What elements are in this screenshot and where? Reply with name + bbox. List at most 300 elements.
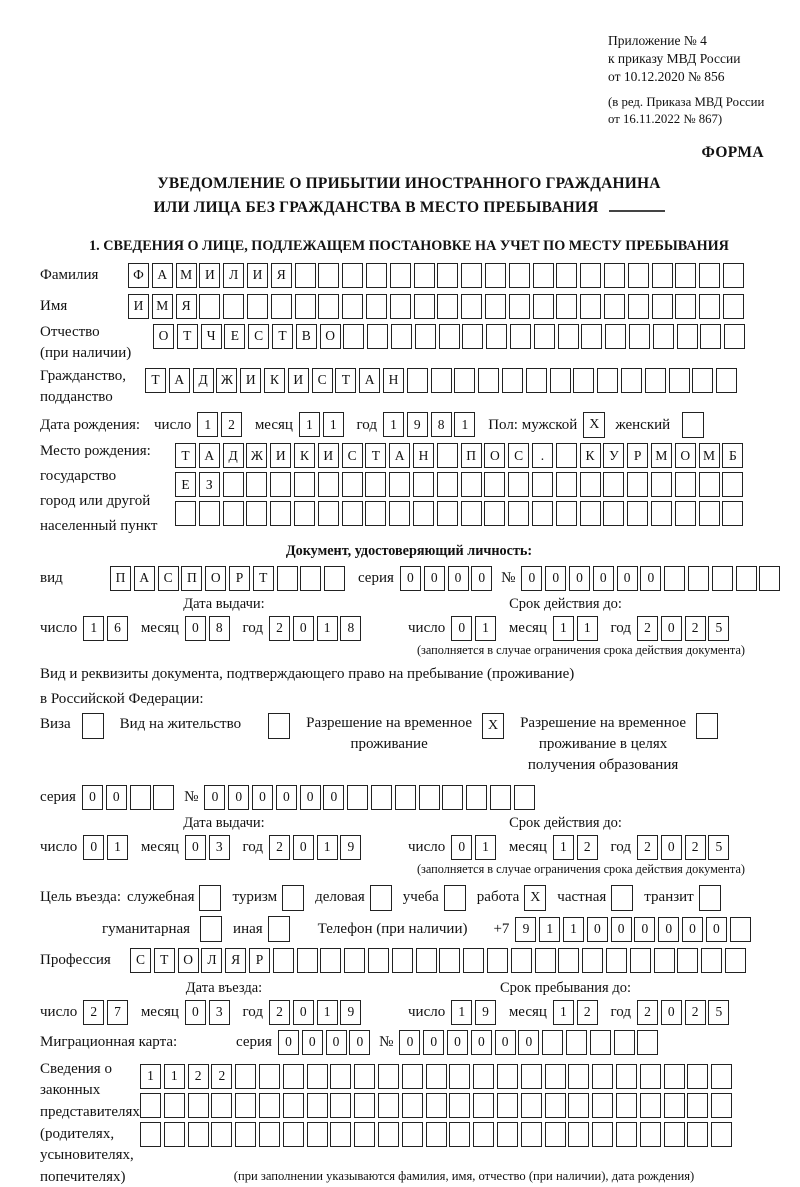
char-cell[interactable]: Р: [627, 443, 648, 468]
char-cell[interactable]: 0: [521, 566, 542, 591]
char-cell[interactable]: [367, 324, 388, 349]
char-cell[interactable]: [283, 1064, 304, 1089]
char-cell[interactable]: [573, 368, 594, 393]
char-cell[interactable]: 0: [518, 1030, 539, 1055]
char-cell[interactable]: [580, 263, 601, 288]
char-cell[interactable]: [414, 294, 435, 319]
char-cell[interactable]: 0: [293, 616, 314, 641]
char-cell[interactable]: [342, 472, 363, 497]
char-cell[interactable]: [270, 472, 291, 497]
checkbox-purpose-work[interactable]: X: [524, 885, 546, 911]
char-cell[interactable]: [414, 263, 435, 288]
char-cell[interactable]: [371, 785, 392, 810]
char-cell[interactable]: 0: [661, 1000, 682, 1025]
char-cell[interactable]: [449, 1064, 470, 1089]
char-cell[interactable]: 0: [634, 917, 655, 942]
char-cell[interactable]: Я: [271, 263, 292, 288]
char-cell[interactable]: И: [270, 443, 291, 468]
char-cell[interactable]: 8: [209, 616, 230, 641]
char-cell[interactable]: [730, 917, 751, 942]
char-cell[interactable]: 9: [340, 1000, 361, 1025]
char-cell[interactable]: [449, 1122, 470, 1147]
checkbox-residence-permit[interactable]: [268, 713, 290, 739]
char-cell[interactable]: [307, 1093, 328, 1118]
char-cell[interactable]: [651, 472, 672, 497]
char-cell[interactable]: [581, 324, 602, 349]
char-cell[interactable]: К: [264, 368, 285, 393]
char-cell[interactable]: Р: [249, 948, 270, 973]
char-cell[interactable]: [130, 785, 151, 810]
char-cell[interactable]: [628, 263, 649, 288]
char-cell[interactable]: [461, 263, 482, 288]
char-cell[interactable]: [521, 1122, 542, 1147]
char-cell[interactable]: [510, 324, 531, 349]
char-cell[interactable]: Ж: [216, 368, 237, 393]
char-cell[interactable]: Т: [253, 566, 274, 591]
char-cell[interactable]: 1: [383, 412, 404, 437]
char-cell[interactable]: 2: [685, 835, 706, 860]
char-cell[interactable]: 0: [661, 616, 682, 641]
char-cell[interactable]: [490, 785, 511, 810]
char-cell[interactable]: 1: [553, 835, 574, 860]
char-cell[interactable]: [533, 263, 554, 288]
char-cell[interactable]: [283, 1122, 304, 1147]
char-cell[interactable]: 1: [107, 835, 128, 860]
char-cell[interactable]: [692, 368, 713, 393]
char-cell[interactable]: [442, 785, 463, 810]
char-cell[interactable]: [235, 1064, 256, 1089]
char-cell[interactable]: [630, 948, 651, 973]
char-cell[interactable]: [259, 1093, 280, 1118]
char-cell[interactable]: [651, 501, 672, 526]
char-cell[interactable]: [437, 263, 458, 288]
char-cell[interactable]: [712, 566, 733, 591]
char-cell[interactable]: 0: [424, 566, 445, 591]
char-cell[interactable]: 1: [454, 412, 475, 437]
char-cell[interactable]: [558, 324, 579, 349]
char-cell[interactable]: [426, 1064, 447, 1089]
char-cell[interactable]: 2: [685, 616, 706, 641]
char-cell[interactable]: [402, 1122, 423, 1147]
char-cell[interactable]: [711, 1093, 732, 1118]
char-cell[interactable]: [223, 472, 244, 497]
char-cell[interactable]: 2: [637, 835, 658, 860]
char-cell[interactable]: 1: [164, 1064, 185, 1089]
checkbox-purpose-business[interactable]: [370, 885, 392, 911]
char-cell[interactable]: [354, 1064, 375, 1089]
char-cell[interactable]: [497, 1093, 518, 1118]
char-cell[interactable]: [640, 1122, 661, 1147]
char-cell[interactable]: [354, 1122, 375, 1147]
char-cell[interactable]: [437, 443, 458, 468]
char-cell[interactable]: [270, 501, 291, 526]
char-cell[interactable]: И: [247, 263, 268, 288]
char-cell[interactable]: [568, 1122, 589, 1147]
char-cell[interactable]: 1: [553, 616, 574, 641]
char-cell[interactable]: [502, 368, 523, 393]
char-cell[interactable]: И: [240, 368, 261, 393]
char-cell[interactable]: [449, 1093, 470, 1118]
char-cell[interactable]: А: [134, 566, 155, 591]
char-cell[interactable]: 0: [545, 566, 566, 591]
char-cell[interactable]: [628, 294, 649, 319]
char-cell[interactable]: 1: [317, 616, 338, 641]
char-cell[interactable]: А: [359, 368, 380, 393]
char-cell[interactable]: 0: [611, 917, 632, 942]
char-cell[interactable]: [318, 472, 339, 497]
char-cell[interactable]: С: [158, 566, 179, 591]
char-cell[interactable]: [486, 324, 507, 349]
char-cell[interactable]: [545, 1093, 566, 1118]
char-cell[interactable]: [487, 948, 508, 973]
char-cell[interactable]: 2: [221, 412, 242, 437]
char-cell[interactable]: 1: [475, 835, 496, 860]
char-cell[interactable]: 0: [400, 566, 421, 591]
char-cell[interactable]: [294, 472, 315, 497]
char-cell[interactable]: [723, 263, 744, 288]
char-cell[interactable]: К: [294, 443, 315, 468]
char-cell[interactable]: М: [651, 443, 672, 468]
char-cell[interactable]: [723, 294, 744, 319]
char-cell[interactable]: [621, 368, 642, 393]
char-cell[interactable]: [473, 1122, 494, 1147]
char-cell[interactable]: Т: [177, 324, 198, 349]
char-cell[interactable]: 0: [587, 917, 608, 942]
char-cell[interactable]: [645, 368, 666, 393]
char-cell[interactable]: Т: [145, 368, 166, 393]
checkbox-male[interactable]: X: [583, 412, 605, 438]
char-cell[interactable]: [300, 566, 321, 591]
char-cell[interactable]: [419, 785, 440, 810]
char-cell[interactable]: [164, 1093, 185, 1118]
char-cell[interactable]: [627, 472, 648, 497]
char-cell[interactable]: [725, 948, 746, 973]
char-cell[interactable]: 1: [475, 616, 496, 641]
char-cell[interactable]: Т: [365, 443, 386, 468]
char-cell[interactable]: 2: [188, 1064, 209, 1089]
char-cell[interactable]: [604, 294, 625, 319]
char-cell[interactable]: Т: [335, 368, 356, 393]
char-cell[interactable]: 0: [471, 1030, 492, 1055]
char-cell[interactable]: [318, 501, 339, 526]
char-cell[interactable]: [508, 501, 529, 526]
char-cell[interactable]: Б: [722, 443, 743, 468]
char-cell[interactable]: [390, 263, 411, 288]
char-cell[interactable]: 1: [299, 412, 320, 437]
char-cell[interactable]: [259, 1122, 280, 1147]
char-cell[interactable]: [389, 472, 410, 497]
char-cell[interactable]: [199, 501, 220, 526]
char-cell[interactable]: [413, 472, 434, 497]
char-cell[interactable]: [246, 472, 267, 497]
char-cell[interactable]: [462, 324, 483, 349]
char-cell[interactable]: [366, 263, 387, 288]
char-cell[interactable]: [687, 1093, 708, 1118]
char-cell[interactable]: [545, 1064, 566, 1089]
char-cell[interactable]: [378, 1122, 399, 1147]
char-cell[interactable]: 5: [708, 835, 729, 860]
char-cell[interactable]: П: [110, 566, 131, 591]
char-cell[interactable]: 0: [252, 785, 273, 810]
char-cell[interactable]: [437, 472, 458, 497]
char-cell[interactable]: 2: [577, 835, 598, 860]
char-cell[interactable]: [485, 294, 506, 319]
char-cell[interactable]: [616, 1122, 637, 1147]
char-cell[interactable]: 8: [431, 412, 452, 437]
char-cell[interactable]: [532, 501, 553, 526]
char-cell[interactable]: [550, 368, 571, 393]
char-cell[interactable]: С: [342, 443, 363, 468]
char-cell[interactable]: [514, 785, 535, 810]
char-cell[interactable]: Н: [383, 368, 404, 393]
char-cell[interactable]: [664, 1064, 685, 1089]
char-cell[interactable]: [211, 1122, 232, 1147]
char-cell[interactable]: [542, 1030, 563, 1055]
char-cell[interactable]: [675, 472, 696, 497]
char-cell[interactable]: [426, 1093, 447, 1118]
char-cell[interactable]: [395, 785, 416, 810]
char-cell[interactable]: 0: [82, 785, 103, 810]
char-cell[interactable]: А: [152, 263, 173, 288]
char-cell[interactable]: З: [199, 472, 220, 497]
char-cell[interactable]: [699, 472, 720, 497]
char-cell[interactable]: О: [205, 566, 226, 591]
char-cell[interactable]: [699, 263, 720, 288]
char-cell[interactable]: [347, 785, 368, 810]
char-cell[interactable]: [330, 1122, 351, 1147]
char-cell[interactable]: [701, 948, 722, 973]
char-cell[interactable]: Я: [176, 294, 197, 319]
char-cell[interactable]: [568, 1093, 589, 1118]
char-cell[interactable]: С: [312, 368, 333, 393]
char-cell[interactable]: 3: [209, 835, 230, 860]
char-cell[interactable]: [580, 501, 601, 526]
char-cell[interactable]: 1: [577, 616, 598, 641]
char-cell[interactable]: [484, 472, 505, 497]
char-cell[interactable]: [378, 1064, 399, 1089]
char-cell[interactable]: 1: [451, 1000, 472, 1025]
char-cell[interactable]: 1: [553, 1000, 574, 1025]
char-cell[interactable]: [164, 1122, 185, 1147]
char-cell[interactable]: 0: [83, 835, 104, 860]
char-cell[interactable]: [687, 1064, 708, 1089]
char-cell[interactable]: Р: [229, 566, 250, 591]
char-cell[interactable]: [736, 566, 757, 591]
checkbox-purpose-other[interactable]: [268, 916, 290, 942]
char-cell[interactable]: [342, 263, 363, 288]
char-cell[interactable]: 0: [399, 1030, 420, 1055]
char-cell[interactable]: [473, 1093, 494, 1118]
char-cell[interactable]: 0: [349, 1030, 370, 1055]
char-cell[interactable]: 2: [637, 1000, 658, 1025]
char-cell[interactable]: [580, 472, 601, 497]
char-cell[interactable]: К: [580, 443, 601, 468]
char-cell[interactable]: [509, 263, 530, 288]
char-cell[interactable]: [463, 948, 484, 973]
char-cell[interactable]: 1: [197, 412, 218, 437]
char-cell[interactable]: 0: [300, 785, 321, 810]
char-cell[interactable]: 9: [515, 917, 536, 942]
char-cell[interactable]: [604, 263, 625, 288]
char-cell[interactable]: 3: [209, 1000, 230, 1025]
char-cell[interactable]: [652, 263, 673, 288]
char-cell[interactable]: 0: [106, 785, 127, 810]
char-cell[interactable]: [295, 263, 316, 288]
char-cell[interactable]: 0: [471, 566, 492, 591]
char-cell[interactable]: [687, 1122, 708, 1147]
char-cell[interactable]: [664, 1093, 685, 1118]
char-cell[interactable]: [365, 472, 386, 497]
char-cell[interactable]: И: [288, 368, 309, 393]
char-cell[interactable]: [407, 368, 428, 393]
char-cell[interactable]: [283, 1093, 304, 1118]
char-cell[interactable]: [605, 324, 626, 349]
char-cell[interactable]: [466, 785, 487, 810]
char-cell[interactable]: [246, 501, 267, 526]
char-cell[interactable]: М: [176, 263, 197, 288]
char-cell[interactable]: О: [178, 948, 199, 973]
char-cell[interactable]: [521, 1064, 542, 1089]
char-cell[interactable]: С: [248, 324, 269, 349]
char-cell[interactable]: [603, 501, 624, 526]
char-cell[interactable]: [716, 368, 737, 393]
char-cell[interactable]: Ф: [128, 263, 149, 288]
char-cell[interactable]: [722, 501, 743, 526]
char-cell[interactable]: [533, 294, 554, 319]
char-cell[interactable]: [342, 294, 363, 319]
char-cell[interactable]: [711, 1122, 732, 1147]
char-cell[interactable]: [497, 1122, 518, 1147]
char-cell[interactable]: 0: [447, 1030, 468, 1055]
char-cell[interactable]: 2: [685, 1000, 706, 1025]
char-cell[interactable]: 7: [107, 1000, 128, 1025]
char-cell[interactable]: 0: [276, 785, 297, 810]
char-cell[interactable]: [366, 294, 387, 319]
char-cell[interactable]: [343, 324, 364, 349]
char-cell[interactable]: [294, 501, 315, 526]
char-cell[interactable]: [478, 368, 499, 393]
checkbox-temporary-residence-education[interactable]: [696, 713, 718, 739]
char-cell[interactable]: [342, 501, 363, 526]
char-cell[interactable]: 9: [475, 1000, 496, 1025]
char-cell[interactable]: О: [320, 324, 341, 349]
char-cell[interactable]: 0: [228, 785, 249, 810]
char-cell[interactable]: 9: [407, 412, 428, 437]
char-cell[interactable]: Д: [223, 443, 244, 468]
char-cell[interactable]: И: [128, 294, 149, 319]
char-cell[interactable]: [675, 294, 696, 319]
char-cell[interactable]: [277, 566, 298, 591]
char-cell[interactable]: Д: [193, 368, 214, 393]
char-cell[interactable]: П: [181, 566, 202, 591]
char-cell[interactable]: 0: [569, 566, 590, 591]
char-cell[interactable]: 5: [708, 1000, 729, 1025]
char-cell[interactable]: [580, 294, 601, 319]
char-cell[interactable]: [223, 294, 244, 319]
char-cell[interactable]: [614, 1030, 635, 1055]
char-cell[interactable]: [437, 294, 458, 319]
char-cell[interactable]: [426, 1122, 447, 1147]
char-cell[interactable]: 1: [323, 412, 344, 437]
char-cell[interactable]: 2: [83, 1000, 104, 1025]
char-cell[interactable]: Я: [225, 948, 246, 973]
char-cell[interactable]: [211, 1093, 232, 1118]
char-cell[interactable]: [535, 948, 556, 973]
char-cell[interactable]: [699, 501, 720, 526]
char-cell[interactable]: Л: [201, 948, 222, 973]
char-cell[interactable]: [526, 368, 547, 393]
char-cell[interactable]: [653, 324, 674, 349]
char-cell[interactable]: 1: [140, 1064, 161, 1089]
char-cell[interactable]: М: [152, 294, 173, 319]
char-cell[interactable]: [616, 1093, 637, 1118]
char-cell[interactable]: [318, 294, 339, 319]
char-cell[interactable]: [153, 785, 174, 810]
char-cell[interactable]: 0: [451, 835, 472, 860]
char-cell[interactable]: 0: [302, 1030, 323, 1055]
char-cell[interactable]: 0: [706, 917, 727, 942]
char-cell[interactable]: Т: [175, 443, 196, 468]
char-cell[interactable]: [640, 1093, 661, 1118]
char-cell[interactable]: [415, 324, 436, 349]
char-cell[interactable]: [307, 1064, 328, 1089]
char-cell[interactable]: [324, 566, 345, 591]
char-cell[interactable]: [652, 294, 673, 319]
char-cell[interactable]: .: [532, 443, 553, 468]
char-cell[interactable]: Е: [175, 472, 196, 497]
char-cell[interactable]: [606, 948, 627, 973]
char-cell[interactable]: 0: [423, 1030, 444, 1055]
char-cell[interactable]: 0: [278, 1030, 299, 1055]
char-cell[interactable]: [402, 1064, 423, 1089]
char-cell[interactable]: [140, 1093, 161, 1118]
char-cell[interactable]: А: [199, 443, 220, 468]
char-cell[interactable]: [534, 324, 555, 349]
char-cell[interactable]: [235, 1093, 256, 1118]
checkbox-female[interactable]: [682, 412, 704, 438]
char-cell[interactable]: 0: [293, 1000, 314, 1025]
char-cell[interactable]: [247, 294, 268, 319]
char-cell[interactable]: 0: [658, 917, 679, 942]
char-cell[interactable]: [700, 324, 721, 349]
char-cell[interactable]: [188, 1122, 209, 1147]
checkbox-purpose-private[interactable]: [611, 885, 633, 911]
char-cell[interactable]: [223, 501, 244, 526]
char-cell[interactable]: Л: [223, 263, 244, 288]
char-cell[interactable]: Ж: [246, 443, 267, 468]
char-cell[interactable]: 0: [617, 566, 638, 591]
char-cell[interactable]: [437, 501, 458, 526]
char-cell[interactable]: 0: [495, 1030, 516, 1055]
char-cell[interactable]: В: [296, 324, 317, 349]
char-cell[interactable]: [320, 948, 341, 973]
char-cell[interactable]: [556, 294, 577, 319]
char-cell[interactable]: Т: [154, 948, 175, 973]
checkbox-purpose-official[interactable]: [199, 885, 221, 911]
char-cell[interactable]: [592, 1093, 613, 1118]
char-cell[interactable]: 8: [340, 616, 361, 641]
char-cell[interactable]: [664, 566, 685, 591]
char-cell[interactable]: [597, 368, 618, 393]
char-cell[interactable]: 0: [185, 835, 206, 860]
char-cell[interactable]: [508, 472, 529, 497]
char-cell[interactable]: 0: [293, 835, 314, 860]
char-cell[interactable]: [431, 368, 452, 393]
char-cell[interactable]: [402, 1093, 423, 1118]
char-cell[interactable]: [724, 324, 745, 349]
char-cell[interactable]: А: [169, 368, 190, 393]
char-cell[interactable]: [568, 1064, 589, 1089]
